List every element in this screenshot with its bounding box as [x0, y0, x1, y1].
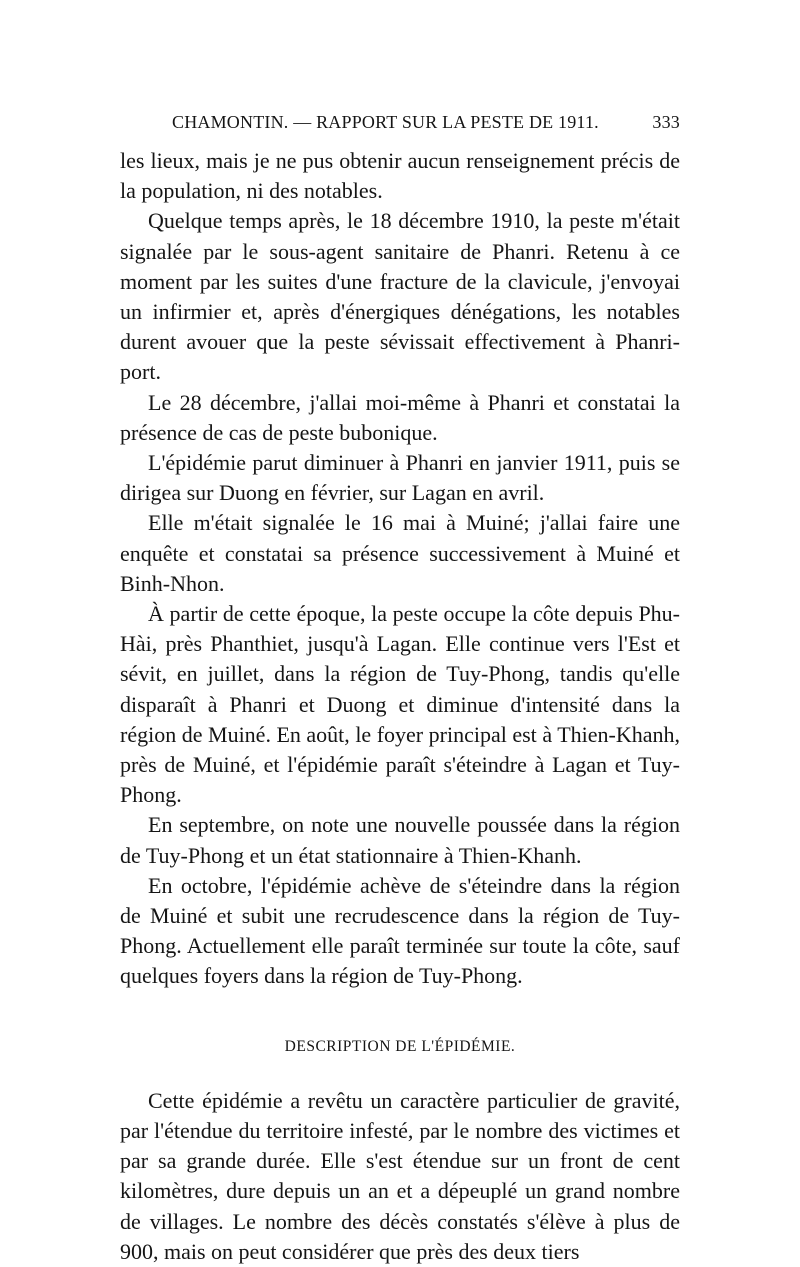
body-text: [120, 146, 680, 1267]
paragraph: Cette épidémie a revêtu un caractère particulier de gravité, par l'étendue du territoire infesté, par le nombre des victimes et par sa grande durée. Elle s'est étendue sur un front de cent kilomètres, dure depuis un an et a dépeuplé un grand nombre de villages. Le nombre des décès constatés s'élève à plus de 900, mais on peut considérer que près des deux tiers: [120, 1087, 680, 1264]
paragraph: En octobre, l'épidémie achève de s'éteindre dans la région de Muiné et subit une recrudescence dans la région de Tuy-Phong. Actuellement elle paraît terminée sur toute la côte, sauf quelques foyers dans la région de Tuy-Phong.: [120, 872, 680, 989]
running-header: [120, 112, 680, 142]
paragraph: L'épidémie parut diminuer à Phanri en janvier 1911, puis se dirigea sur Duong en février, sur Lagan en avril.: [120, 450, 680, 506]
paragraph: En septembre, on note une nouvelle poussée dans la région de Tuy-Phong et un état stationnaire à Thien-Khanh.: [120, 812, 680, 868]
paragraph: Elle m'était signalée le 16 mai à Muiné; j'allai faire une enquête et constatai sa présence successivement à Muiné et Binh-Nhon.: [120, 510, 680, 596]
running-title: CHAMONTIN. — RAPPORT SUR LA PESTE DE 1911.: [172, 112, 599, 132]
paragraph: les lieux, mais je ne pus obtenir aucun renseignement précis de la population, ni des notables.: [120, 148, 680, 204]
paragraph: Quelque temps après, le 18 décembre 1910, la peste m'était signalée par le sous-agent sanitaire de Phanri. Retenu à ce moment par les suites d'une fracture de la clavicule, j'envoyai un infirmier et, après d'énergiques dénégations, les notables durent avouer que la peste sévissait effectivement à Phanri-port.: [120, 208, 680, 385]
page-number: 333: [652, 112, 680, 132]
paragraph: À partir de cette époque, la peste occupe la côte depuis Phu-Hài, près Phanthiet, jusqu'à Lagan. Elle continue vers l'Est et sévit, en juillet, dans la région de Tuy-Phong, tandis qu'elle disparaît à Phanri et Duong et diminue d'intensité dans la région de Muiné. En août, le foyer principal est à Thien-Khanh, près de Muiné, et l'épidémie paraît s'éteindre à Lagan et Tuy-Phong.: [120, 601, 680, 808]
paragraph: Le 28 décembre, j'allai moi-même à Phanri et constatai la présence de cas de peste bubonique.: [120, 389, 680, 445]
section-heading: DESCRIPTION DE L'ÉPIDÉMIE.: [284, 1037, 516, 1055]
document-page: [120, 112, 680, 1267]
